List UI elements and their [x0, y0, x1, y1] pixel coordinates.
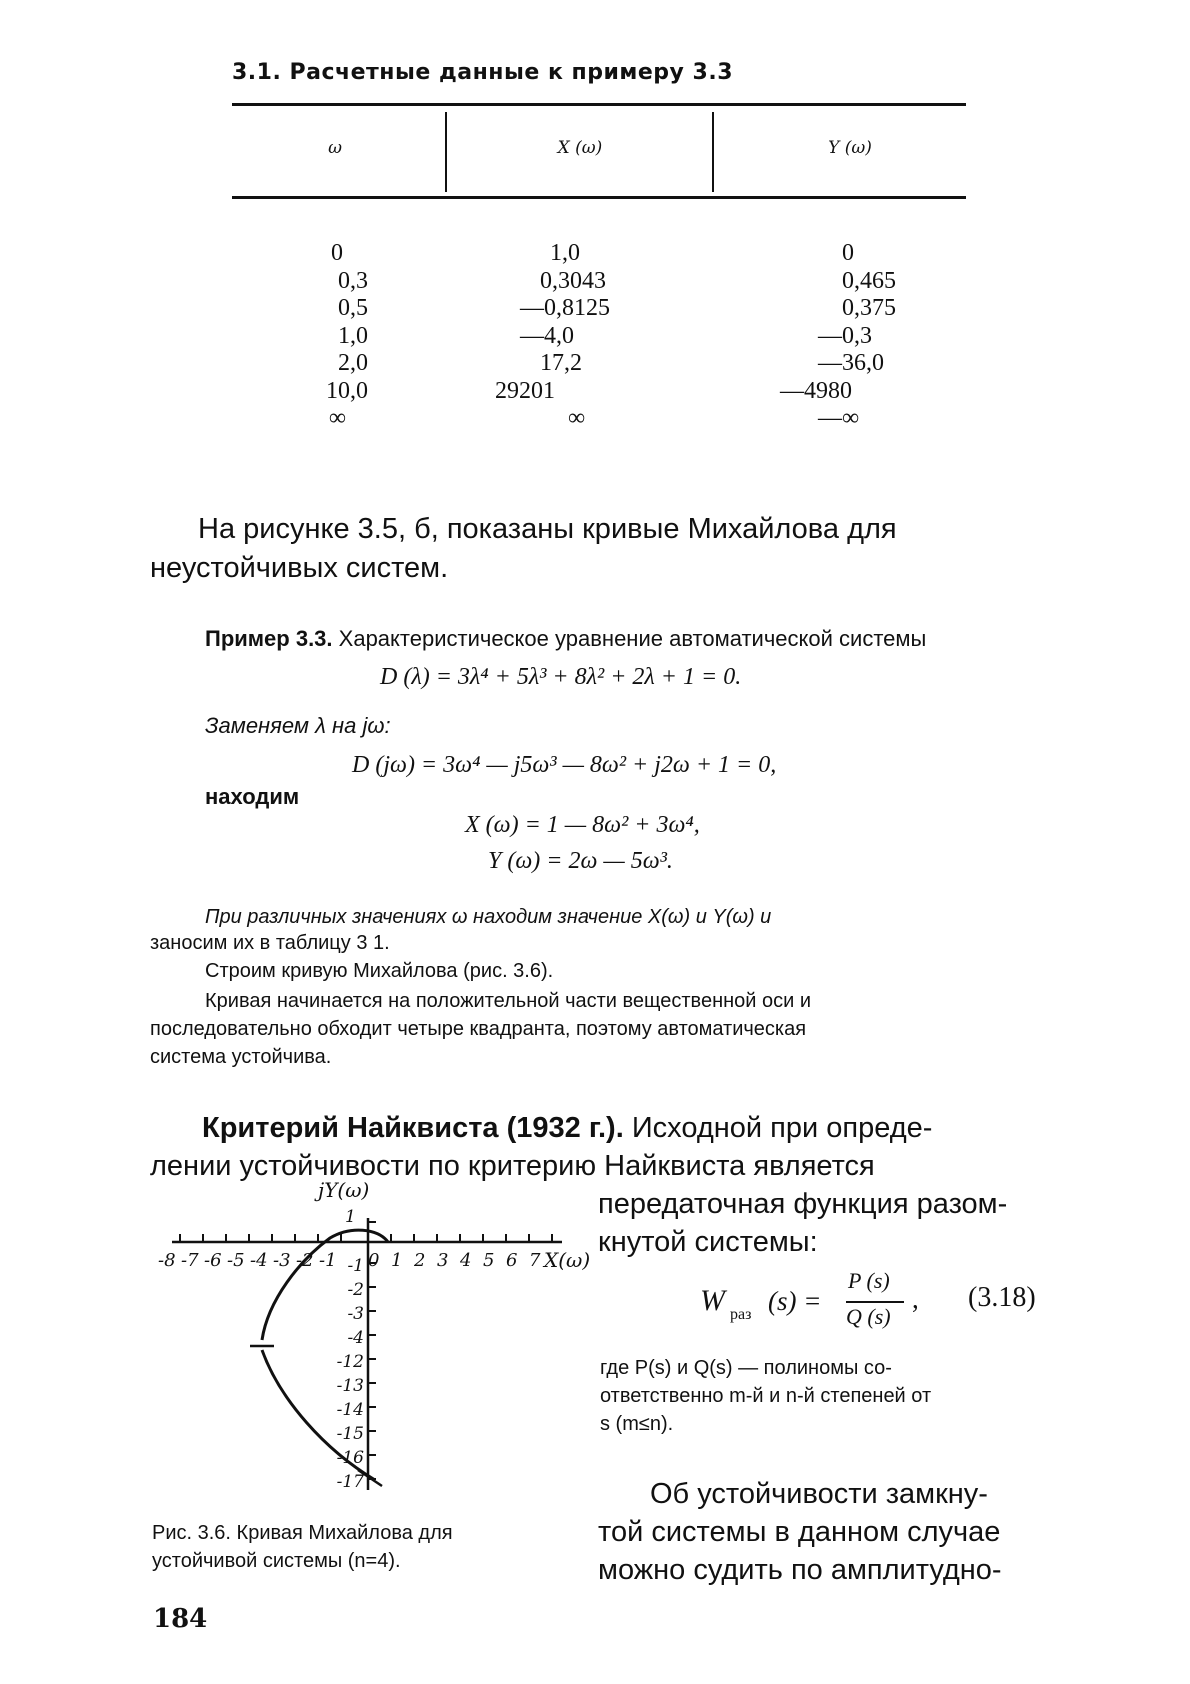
- small-text-line: Строим кривую Михайлова (рис. 3.6).: [205, 960, 554, 982]
- x-axis-label: X(ω): [544, 1248, 591, 1272]
- formula-fraction-bar: [846, 1301, 904, 1303]
- after-line: той системы в данном случае: [598, 1516, 1001, 1548]
- nyquist-heading: Критерий Найквиста (1932 г.).: [202, 1112, 624, 1144]
- y-axis-label: jY(ω): [318, 1178, 370, 1202]
- where-line: где P(s) и Q(s) — полиномы со-: [600, 1357, 892, 1379]
- formula-denominator: Q (s): [846, 1304, 891, 1329]
- nyquist-line4: кнутой системы:: [598, 1226, 818, 1258]
- nyquist-heading-line: [202, 1112, 932, 1145]
- example-label: Пример 3.3.: [205, 626, 333, 651]
- y-tick-labels: [326, 1254, 364, 1494]
- table-column-x: [490, 240, 660, 433]
- formula-comma: ,: [912, 1284, 919, 1314]
- example-line: [205, 626, 926, 652]
- small-text-line: При различных значениях ω находим значение X(ω) и Y(ω) и: [205, 906, 772, 928]
- table-cell: ∞: [328, 405, 346, 431]
- figure-caption-line: устойчивой системы (n=4).: [152, 1550, 401, 1572]
- nyquist-line1: Исходной при опреде-: [631, 1112, 933, 1144]
- x-tick-label: 0: [368, 1250, 380, 1271]
- y-tick-label: -15: [336, 1424, 364, 1444]
- x-tick-label: -3: [273, 1250, 291, 1271]
- x-tick-label: 2: [414, 1250, 426, 1271]
- x-tick-labels-positive: [368, 1250, 552, 1271]
- after-line: можно судить по амплитудно-: [598, 1554, 1002, 1586]
- equation-d-jomega: D (jω) = 3ω⁴ — j5ω³ — 8ω² + j2ω + 1 = 0,: [352, 752, 777, 778]
- where-line: ответственно m-й и n-й степеней от: [600, 1385, 932, 1407]
- transfer-function-formula: [700, 1268, 1040, 1338]
- small-text-line: последовательно обходит четыре квадранта, поэтому автоматическая: [150, 1018, 807, 1040]
- x-tick-label: 3: [437, 1250, 449, 1271]
- mikhailov-curve-figure: [150, 1190, 590, 1510]
- table-cell: —4980: [780, 377, 852, 404]
- x-tick-label: -7: [181, 1250, 199, 1271]
- x-tick-label: 7: [529, 1250, 541, 1271]
- table-cell: 0,5: [338, 295, 368, 321]
- figure-caption-line: Рис. 3.6. Кривая Михайлова для: [152, 1522, 453, 1544]
- table-cell: —0,8125: [520, 295, 610, 321]
- example-text: Характеристическое уравнение автоматической системы: [338, 626, 927, 651]
- x-tick-label: -1: [319, 1250, 337, 1271]
- paragraph-line: На рисунке 3.5, б, показаны кривые Михайлова для: [198, 513, 897, 545]
- x-tick-label: 6: [506, 1250, 518, 1271]
- table-cell: —36,0: [818, 350, 884, 376]
- equation-x: X (ω) = 1 — 8ω² + 3ω⁴,: [465, 812, 700, 838]
- page-number: 184: [153, 1604, 208, 1634]
- y-tick-label: -2: [347, 1280, 364, 1300]
- y-tick-label: -13: [336, 1376, 364, 1396]
- y-tick-label: -17: [336, 1472, 364, 1492]
- small-text-line: Кривая начинается на положительной части вещественной оси и: [205, 990, 812, 1012]
- table-cell: 0: [842, 240, 854, 266]
- equation-y: Y (ω) = 2ω — 5ω³.: [488, 848, 673, 874]
- formula-numerator: P (s): [848, 1268, 890, 1293]
- x-tick-labels-negative: [158, 1250, 342, 1271]
- table-caption: 3.1. Расчетные данные к примеру 3.3: [232, 60, 734, 85]
- nyquist-line2: лении устойчивости по критерию Найквиста является: [150, 1150, 875, 1182]
- y-tick-label: -4: [347, 1328, 364, 1348]
- formula-w: W: [700, 1284, 725, 1317]
- nyquist-line3: передаточная функция разом-: [598, 1188, 1008, 1220]
- table-cell: ∞: [568, 405, 586, 431]
- small-text-line: система устойчива.: [150, 1046, 332, 1068]
- table-header-x: X (ω): [557, 138, 603, 158]
- table-cell: 10,0: [326, 377, 368, 404]
- find-line: находим: [205, 784, 300, 809]
- y-tick-label: -14: [336, 1400, 364, 1420]
- x-tick-label: -4: [250, 1250, 268, 1271]
- table-cell: 1,0: [338, 322, 368, 349]
- table-col-divider-1: [445, 112, 447, 192]
- formula-sub: раз: [730, 1306, 752, 1323]
- table-cell: —0,3: [818, 322, 872, 349]
- x-tick-label: -6: [204, 1250, 222, 1271]
- table-cell: 0,3043: [540, 267, 606, 294]
- table-cell: 0,375: [842, 295, 896, 321]
- y-tick-label: -12: [336, 1352, 364, 1372]
- table-header-omega: ω: [328, 138, 342, 158]
- formula-number: (3.18): [968, 1282, 1036, 1313]
- table-header-y: Y (ω): [828, 138, 872, 158]
- after-line: Об устойчивости замкну-: [650, 1478, 988, 1510]
- table-cell: —4,0: [520, 322, 574, 349]
- table-header-rule: [232, 196, 966, 199]
- x-tick-label: -8: [158, 1250, 176, 1271]
- y-tick-label: -16: [336, 1448, 364, 1468]
- y-tick-label-top: 1: [345, 1207, 356, 1227]
- equation-d-lambda: D (λ) = 3λ⁴ + 5λ³ + 8λ² + 2λ + 1 = 0.: [380, 664, 742, 690]
- table-cell: 0,465: [842, 267, 896, 294]
- table-cell: 0,3: [338, 267, 368, 294]
- x-tick-label: 5: [483, 1250, 495, 1271]
- x-tick-label: 4: [460, 1250, 472, 1271]
- table-cell: 2,0: [338, 350, 368, 376]
- table-cell: 0: [331, 240, 343, 266]
- formula-arg: (s) =: [768, 1286, 822, 1316]
- where-line: s (m≤n).: [600, 1413, 674, 1435]
- table-cell: 29201: [495, 377, 555, 404]
- table-cell: 1,0: [550, 240, 580, 266]
- table-column-omega: [298, 240, 368, 433]
- y-tick-label: -3: [347, 1304, 364, 1324]
- table-column-y: [780, 240, 940, 433]
- table-cell: —∞: [818, 405, 860, 431]
- small-text-line: заносим их в таблицу 3 1.: [150, 932, 390, 954]
- table-top-rule: [232, 103, 966, 106]
- x-tick-label: -5: [227, 1250, 245, 1271]
- y-tick-label: -1: [347, 1256, 364, 1276]
- x-tick-label: 1: [391, 1250, 403, 1271]
- table-col-divider-2: [712, 112, 714, 192]
- x-tick-label: -2: [296, 1250, 314, 1271]
- table-cell: 17,2: [540, 350, 582, 376]
- paragraph-line: неустойчивых систем.: [150, 552, 449, 584]
- replace-line: Заменяем λ на jω:: [205, 713, 391, 738]
